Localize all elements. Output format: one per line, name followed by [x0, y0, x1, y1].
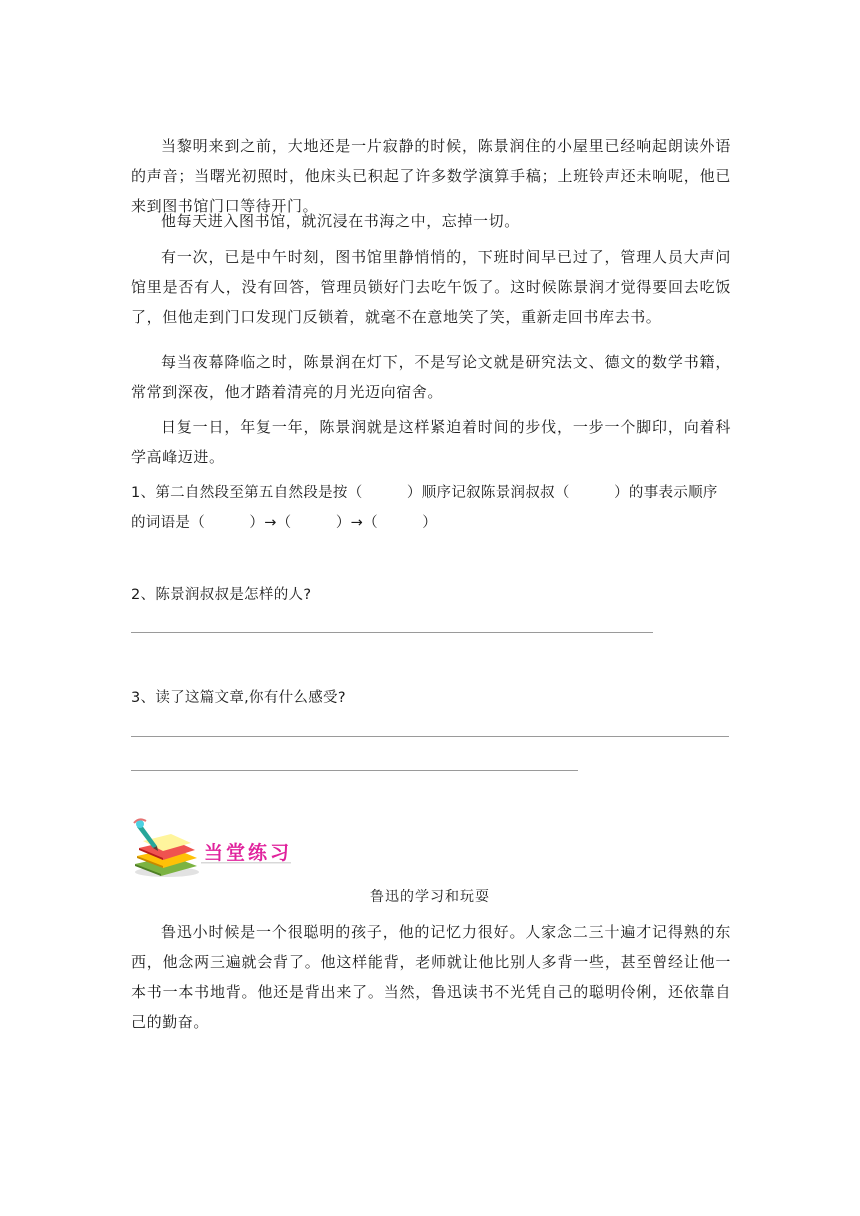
answer-line-q2[interactable] — [131, 632, 653, 633]
question-1: 1、第二自然段至第五自然段是按（ ）顺序记叙陈景润叔叔（ ）的事表示顺序的词语是（ ）→（ ）→（ ） — [131, 485, 718, 531]
passage-paragraph-2: 他每天进入图书馆，就沉浸在书海之中，忘掉一切。 — [161, 212, 520, 230]
passage-paragraph-5: 日复一日，年复一年，陈景润就是这样紧迫着时间的步伐，一步一个脚印，向着科学高峰迈进。 — [131, 418, 731, 466]
article-paragraph-1: 鲁迅小时候是一个很聪明的孩子，他的记忆力很好。人家念二三十遍才记得熟的东西，他念两三遍就会背了。他这样能背，老师就让他比别人多背一些，甚至曾经让他一本书一本书地背。他还是背出来了。当然，鲁迅读书不光凭自己的聪明伶俐，还依靠自己的勤奋。 — [131, 923, 731, 1031]
article-title: 鲁迅的学习和玩耍 — [370, 889, 490, 905]
section-title: 当堂练习 — [204, 842, 293, 864]
question-3: 3、读了这篇文章,你有什么感受? — [131, 690, 346, 706]
answer-line-q3-1[interactable] — [131, 736, 729, 737]
passage-paragraph-3: 有一次，已是中午时刻，图书馆里静悄悄的，下班时间早已过了，管理人员大声问馆里是否有人，没有回答，管理员锁好门去吃午饭了。这时候陈景润才觉得要回去吃饭了，但他走到门口发现门反锁着，就毫不在意地笑了笑，重新走回书库去书。 — [131, 248, 731, 326]
answer-line-q3-2[interactable] — [131, 770, 578, 771]
question-2: 2、陈景润叔叔是怎样的人? — [131, 587, 312, 603]
passage-paragraph-1: 当黎明来到之前，大地还是一片寂静的时候，陈景润住的小屋里已经响起朗读外语的声音；当曙光初照时，他床头已积起了许多数学演算手稿；上班铃声还未响呢，他已来到图书馆门口等待开门。 — [131, 137, 731, 215]
passage-paragraph-4: 每当夜幕降临之时，陈景润在灯下，不是写论文就是研究法文、德文的数学书籍，常常到深夜，他才踏着清亮的月光迈向宿舍。 — [131, 353, 731, 401]
